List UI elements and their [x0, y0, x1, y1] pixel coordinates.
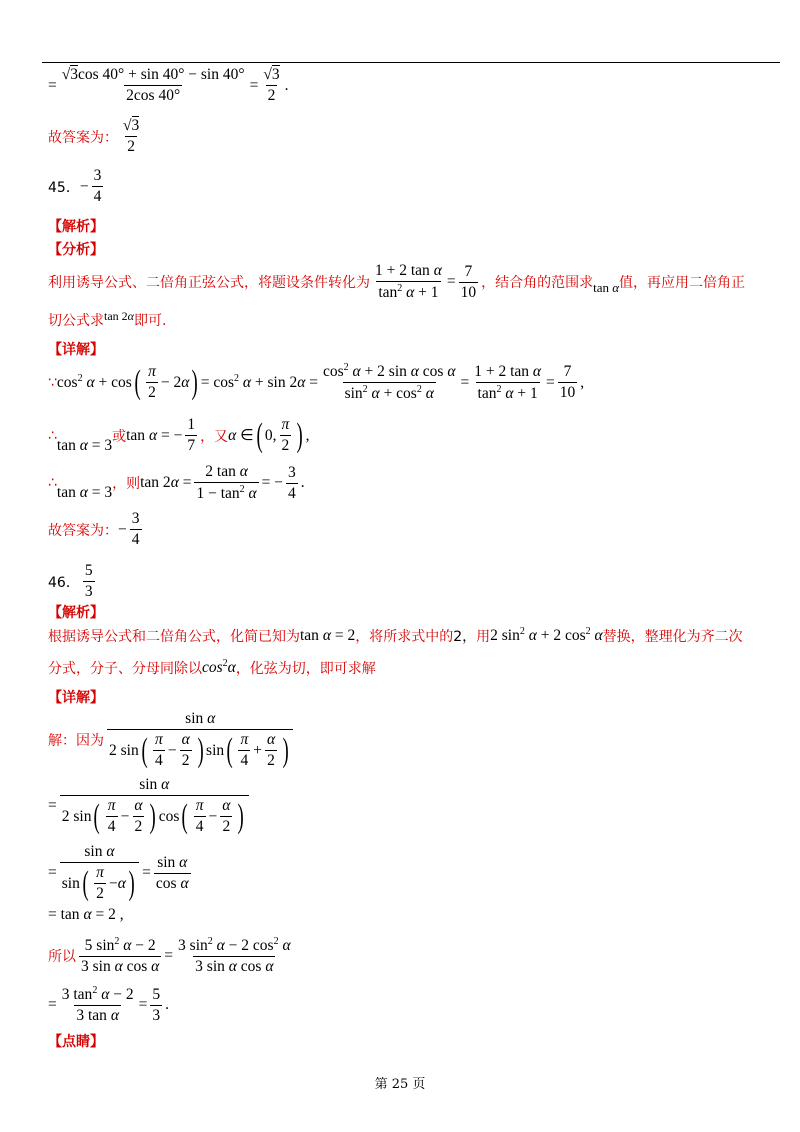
fenxi-heading: 【分析】	[48, 242, 104, 258]
detail-46-line4: = tan α = 2 ,	[48, 906, 124, 923]
analysis-text: 值，再应用二倍角正	[619, 275, 746, 292]
analysis-text: ，结合角的范围求	[481, 275, 594, 292]
detail-46-line3: = sin α sin ( $\frac{\pi}{2}$ − α ) = $\frac{\text{sin α}}{\text{cos α}}$	[48, 843, 189, 902]
analysis-text: 根据诱导公式和二倍角公式，化简已知为	[48, 629, 300, 645]
question-46-answer: 46． $\frac{5}{3}$	[48, 562, 93, 600]
then-text: ，则	[112, 476, 141, 493]
analysis-text: ，化弦为切，即可求解	[235, 661, 376, 677]
suoyi-text: 所以	[48, 949, 76, 966]
detail-45-line1: ∵ $\cos^2 \alpha + \cos$ ( $\frac{\pi}{2}$ − 2α ) = $\cos^2 \alpha + \sin 2\alpha$ = $\frac{\cos^2 \alpha + 2 \sin \alpha \cos \alpha}{\sin^2 \alpha + \cos^2 \alpha}$ = $\frac{\text{1 + 2 tan α}}{\tan^2 \alpha + 1}$ = $\frac{7}{10}$ ,	[48, 362, 585, 403]
detail-46-line6: = $\frac{3 \tan^2 \alpha - 2}{\text{3 tan α}}$ = $\frac{5}{3}$ .	[48, 985, 169, 1025]
jiexi-heading-46: 【解析】	[48, 605, 104, 621]
answer-label: 故答案为：	[48, 129, 118, 146]
solution-intro: 解：因为	[48, 733, 104, 749]
answer-line-44: 故答案为： $\frac{√3}{2}$	[48, 117, 140, 155]
or-text: 或	[112, 428, 127, 445]
analysis-text: 2，	[453, 629, 477, 645]
analysis-45-line2: 切公式求 tan 2α 即可.	[48, 308, 167, 329]
analysis-45-line1: 利用诱导公式、二倍角正弦公式，将题设条件转化为 $\frac{\text{1 + 2 tan α}}{\tan^2 \alpha + 1}$ = $\frac{7}{10}$ ，结合角的范围求 tan α 值，再应用二倍角正	[48, 262, 746, 302]
and-also-text: ，又	[200, 428, 229, 445]
detail-45-line2: ∴ tan α = 3 或 tan α = − $\frac{1}{7}$ ，又 α ∈ ( 0, $\frac{\pi}{2}$ ) ,	[48, 416, 310, 454]
jiexi-heading-45: 【解析】	[48, 219, 104, 235]
xiangjie-heading-45: 【详解】	[48, 342, 104, 358]
analysis-text: 分式，分子、分母同除以	[48, 661, 202, 677]
analysis-text: 利用诱导公式、二倍角正弦公式，将题设条件转化为	[48, 275, 370, 292]
q46-number: 46．	[48, 574, 80, 591]
math-line-result: = $\frac{√3\cos 40^\circ + \sin 40^\circ - \sin 40^\circ}{2\cos 40^\circ}$ = $\frac{√3}{2}$ .	[48, 66, 289, 104]
detail-46-line2: = sin α 2 sin ( $\frac{\pi}{4}$ − $\frac{\alpha}{2}$ ) cos ( $\frac{\pi}{4}$ − $\frac{\alpha}{2}$ )	[48, 776, 252, 836]
analysis-46-line1: 根据诱导公式和二倍角公式，化简已知为 tan α = 2 ，将所求式中的 2， 用 2 $\sin^2 \alpha + 2$ $\cos^2 \alpha$ 替换，整理化为齐二次	[48, 626, 743, 645]
header-rule	[42, 62, 780, 63]
answer-line-45: 故答案为： − $\frac{3}{4}$	[48, 510, 140, 548]
analysis-text: 切公式求	[48, 313, 104, 329]
therefore-symbol: ∴	[48, 427, 57, 444]
analysis-46-line2: 分式，分子、分母同除以 $\cos^2\alpha$ ，化弦为切，即可求解	[48, 658, 376, 677]
page-number: 第 25 页	[374, 1077, 426, 1092]
detail-46-line5: 所以 $\frac{5 \sin^2 \alpha - 2}{\text{3 sin α cos α}}$ = $\frac{3 \sin^2 \alpha - 2 \cos^2 \alpha}{\text{3 sin α cos α}}$	[48, 936, 291, 976]
xiangjie-heading-46: 【详解】	[48, 690, 104, 706]
answer-label: 故答案为：	[48, 522, 118, 539]
analysis-text: 替换，整理化为齐二次	[602, 629, 743, 645]
question-45-answer: 45． − $\frac{3}{4}$	[48, 167, 102, 205]
q45-number: 45．	[48, 179, 80, 196]
analysis-text: ，将所求式中的	[355, 629, 454, 645]
detail-46-line1: 解：因为 sin α 2 sin ( $\frac{\pi}{4}$ − $\frac{\alpha}{2}$ ) sin ( $\frac{\pi}{4}$ + $\frac{\alpha}{2}$ )	[48, 710, 296, 770]
because-symbol: ∵	[48, 374, 57, 391]
therefore-symbol: ∴	[48, 475, 57, 492]
dianjing-heading: 【点睛】	[48, 1034, 104, 1050]
detail-45-line3: ∴ tan α = 3 ，则 tan 2α = $\frac{\text{2 tan α}}{1 - \tan^2 \alpha}$ = − $\frac{3}{4}$ .	[48, 463, 305, 503]
analysis-text: 即可.	[133, 313, 167, 329]
analysis-text: 用	[476, 629, 491, 645]
